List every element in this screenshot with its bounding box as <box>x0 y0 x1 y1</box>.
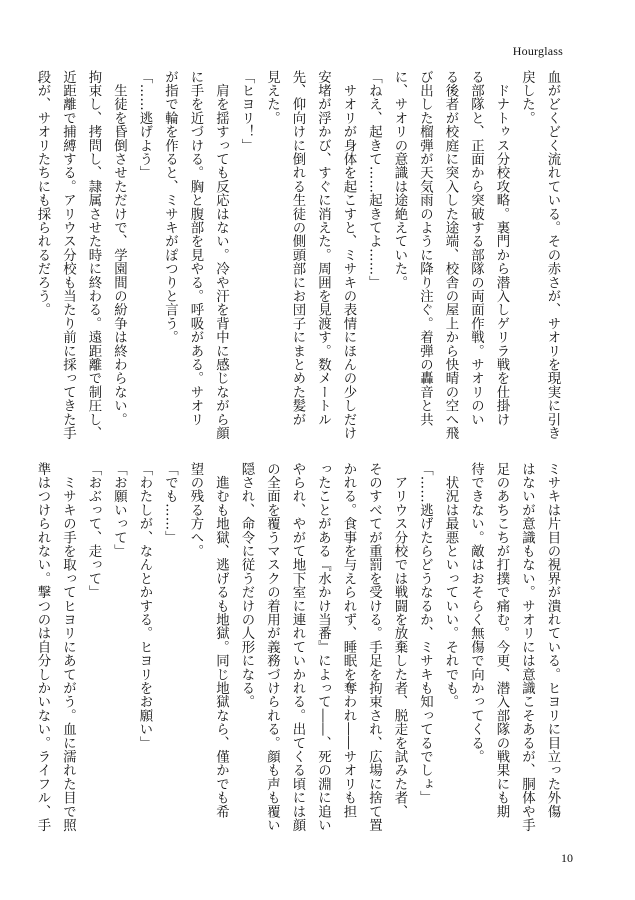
text-line: サオリが身体を起こすと、ミサキの表情にほんの少しだけ <box>341 70 356 440</box>
text-line: る部隊と、正面から突破する部隊の両面作戦。サオリのい <box>468 70 484 427</box>
text-line: る後者が校庭に突入した途端、校舎の屋上から快晴の空へ飛 <box>443 70 458 440</box>
text-line: 足のあちこちが打撲で痛む。今更、潜入部隊の戦果にも期 <box>494 462 509 819</box>
text-line: 「でも……」 <box>162 462 178 545</box>
text-line: はないが意識もない。サオリには意識こそあるが、胴体や手 <box>519 462 535 832</box>
text-line: 血がどくどく流れている。その赤さが、サオリを現実に引き <box>545 70 560 440</box>
text-line: 待できない。敵はおそらく無傷で向かってくる。 <box>468 462 484 764</box>
page-number: 10 <box>561 851 573 865</box>
text-line: 近距離で捕縛する。アリウス分校も当たり前に採ってきた手 <box>60 70 76 440</box>
text-line: 肩を揺すっても反応はない。冷や汗を背中に感じながら顔 <box>213 70 229 440</box>
text-line: 「お願いって」 <box>111 462 127 558</box>
text-line: 見えた。 <box>264 70 280 125</box>
text-line: 生徒を昏倒させただけで、学園間の紛争は終わらない。 <box>111 70 127 427</box>
text-line: やられ、やがて地下室に連れていかれる。出てくる頃には顔 <box>290 462 305 832</box>
upper-text-block <box>35 70 565 445</box>
text-line: 進むも地獄、逃げるも地獄。同じ地獄なら、僅かでも希 <box>213 462 229 819</box>
text-line: 戻した。 <box>519 70 535 125</box>
text-line: の全面を覆うマスクの着用が義務づけられる。顔も声も覆い <box>264 462 280 832</box>
text-line: び出した榴弾が天気雨のように降り注ぐ。着弾の轟音と共 <box>417 70 433 427</box>
text-line: 「……逃げたらどうなるか、ミサキも知ってるでしょ」 <box>417 462 433 805</box>
text-line: 状況は最悪といっていい。それでも。 <box>443 462 458 709</box>
text-line: に手を近づける。胸と腹部を見やる。呼吸がある。サオリ <box>188 70 203 427</box>
text-line: 「ねえ、起きて……起きてよ……」 <box>366 70 382 290</box>
text-line: が指で輪を作ると、ミサキがぽつりと言う。 <box>162 70 178 344</box>
text-line: ミサキは片目の視界が潰れている。ヒヨリに目立った外傷 <box>545 462 560 819</box>
running-header: Hourglass <box>512 44 563 58</box>
text-line: 「おぶって、走って」 <box>86 462 101 599</box>
text-line: ドナトゥス分校攻略。裏門から潜入しゲリラ戦を仕掛け <box>494 70 509 427</box>
text-line: そのすべてが重罰を受ける。手足を拘束され、広場に捨て置 <box>366 462 382 832</box>
text-line: 望の残る方へ。 <box>188 462 203 558</box>
text-line: 隠され、命令に従うだけの人形になる。 <box>239 462 254 709</box>
text-line: 拘束し、拷問し、隷属させた時に終わる。遠距離で制圧し、 <box>86 70 101 440</box>
text-line: アリウス分校では戦闘を放棄した者、脱走を試みた者、 <box>392 462 407 819</box>
text-line: 「わたしが、なんとかする。ヒヨリをお願い」 <box>137 462 152 750</box>
text-line: かれる。食事を与えられず、睡眠を奪われ――サオリも担 <box>341 462 356 819</box>
text-line: 段が、サオリたちにも採られるだろう。 <box>35 70 50 317</box>
lower-text-block <box>35 462 565 847</box>
text-line: 先、仰向けに倒れる生徒の側頭部にお団子にまとめた髪が <box>290 70 305 427</box>
text-line: 「ヒヨリ！」 <box>239 70 254 153</box>
text-line: に、サオリの意識は途絶えていた。 <box>392 70 407 290</box>
text-line: ったことがある『水かけ当番』によって――、死の淵に追い <box>315 462 331 832</box>
text-line: 準はつけられない。撃つのは自分しかいない。ライフル、手 <box>35 462 50 832</box>
text-line: ミサキの手を取ってヒヨリにあてがう。血に濡れた目で照 <box>60 462 76 832</box>
text-line: 「……逃げよう」 <box>137 70 152 180</box>
text-line: 安堵が浮かび、すぐに消えた。周囲を見渡す。数メートル <box>315 70 331 427</box>
